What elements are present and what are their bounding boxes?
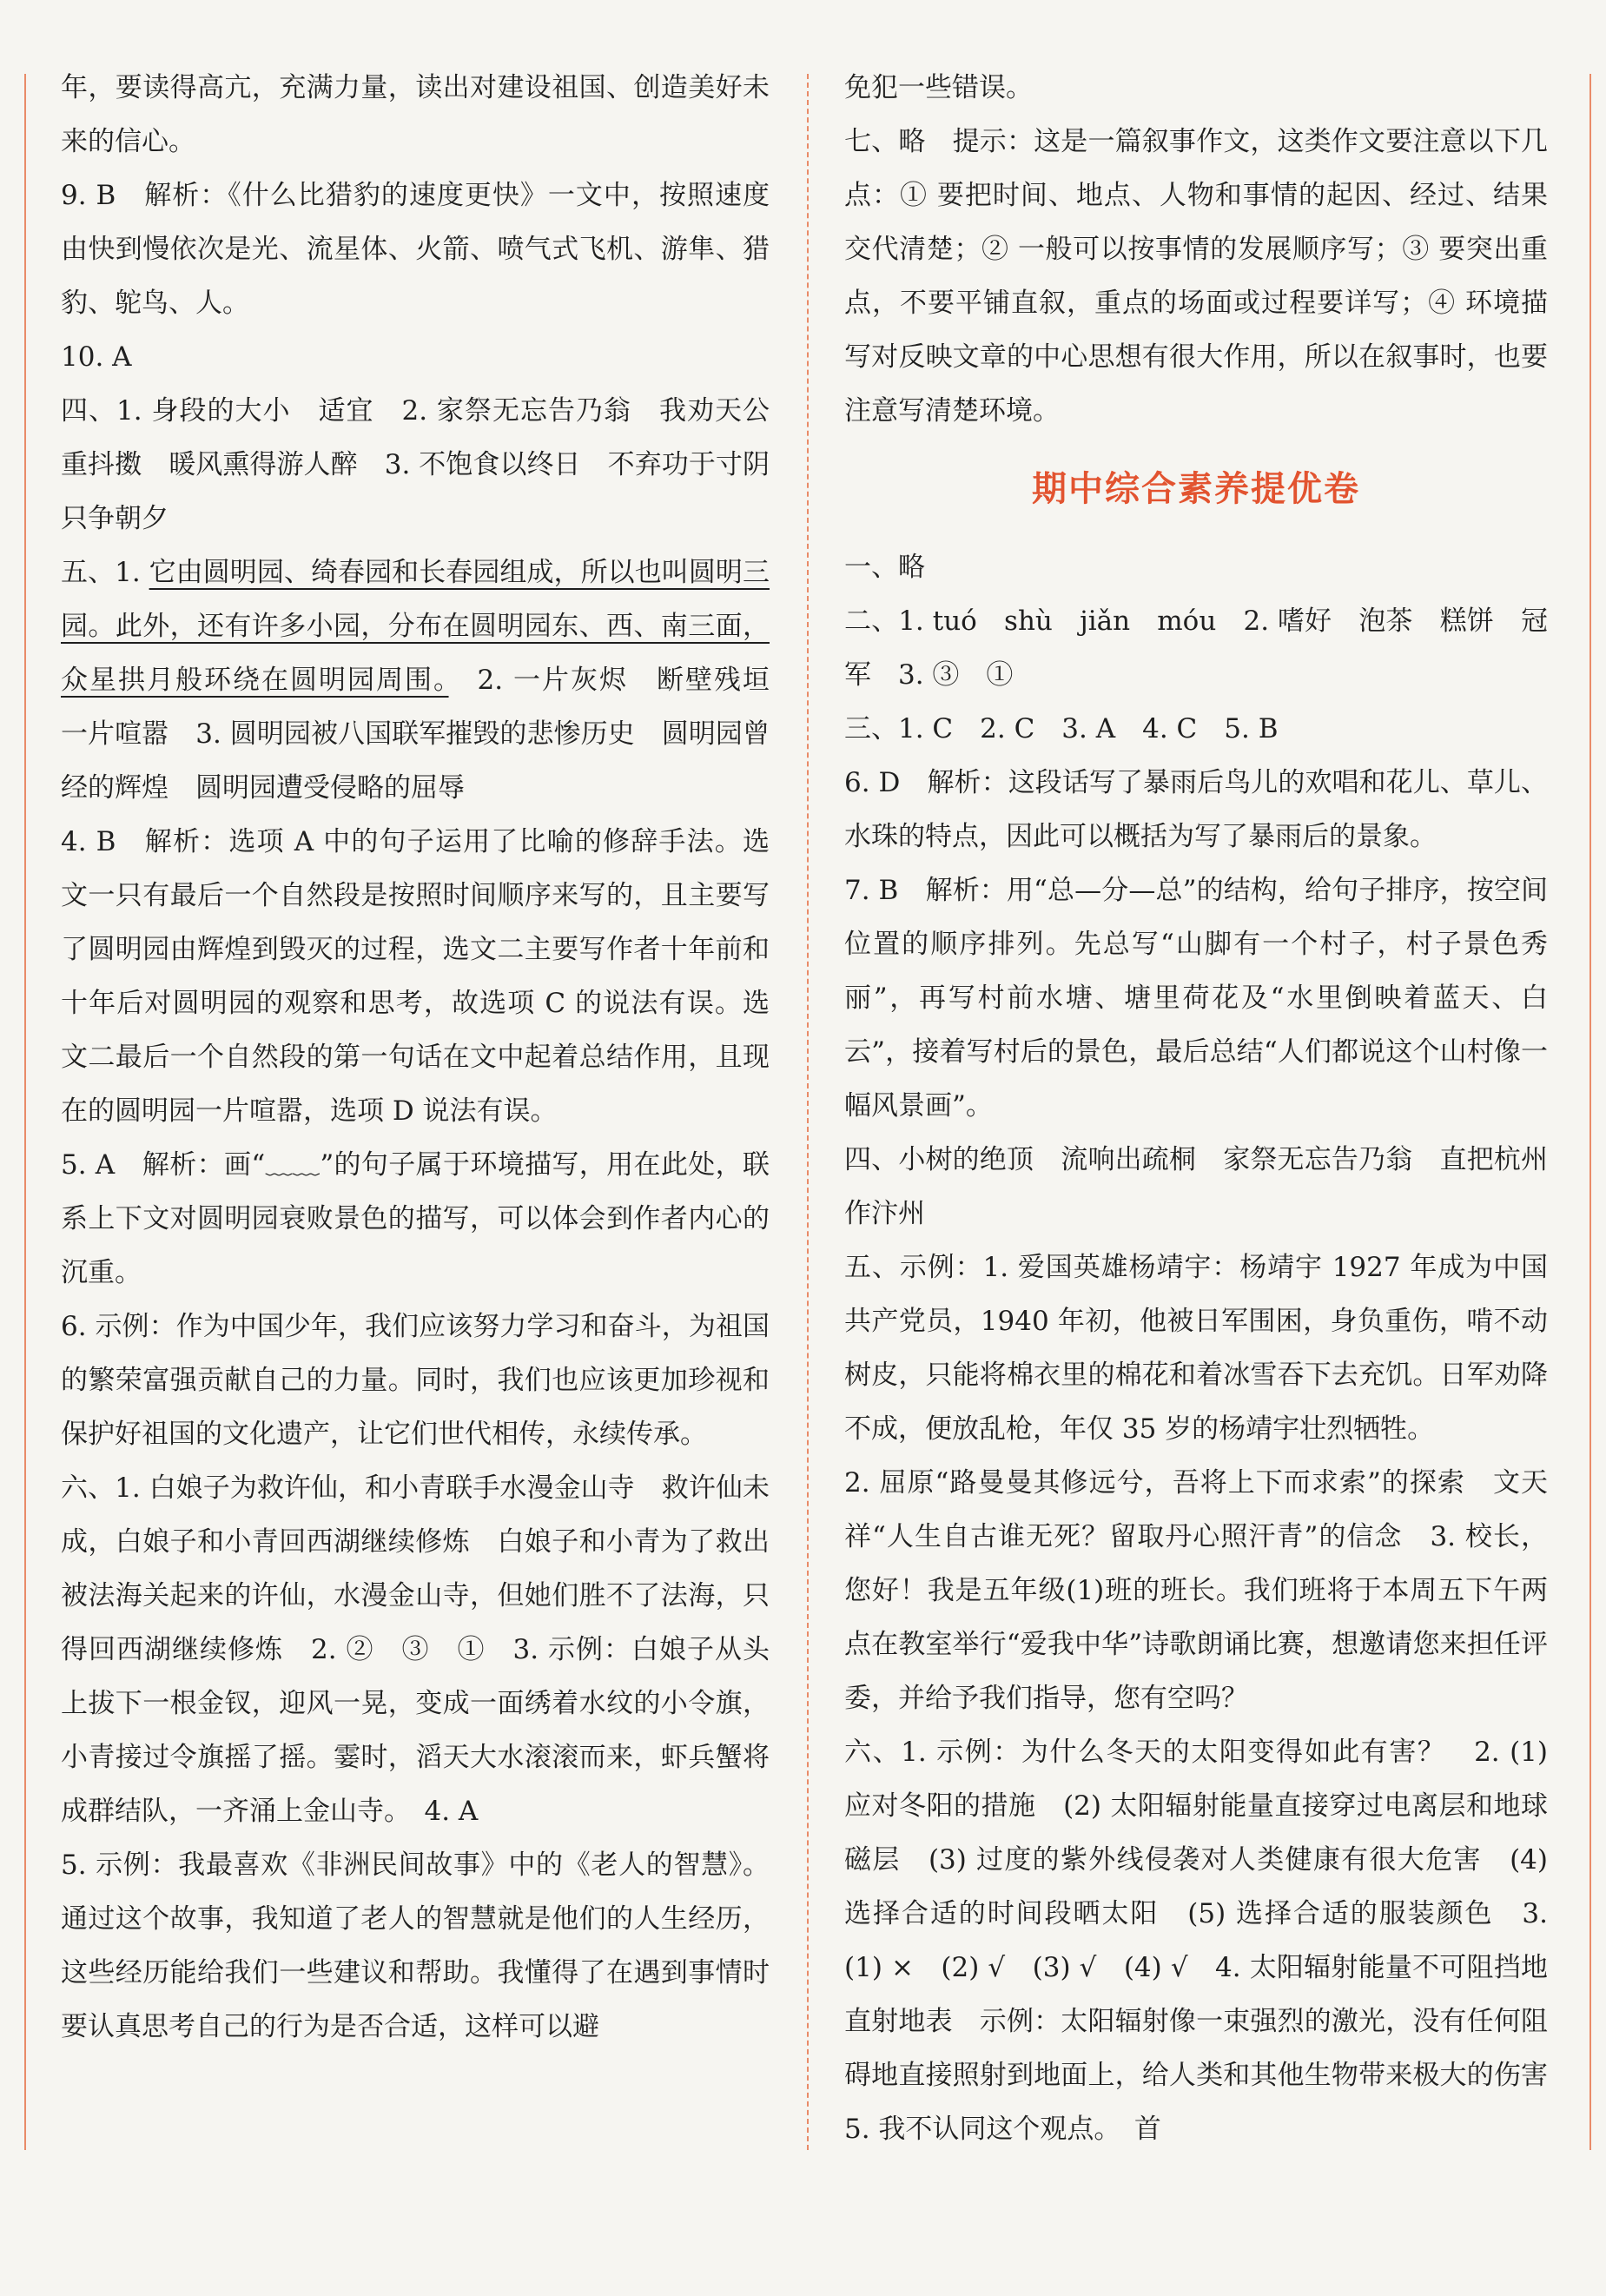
section-5-rest: 2. 一片灰烬 断壁残垣 一片喧嚣 3. 圆明园被八国联军摧毁的悲惨历史 圆明园曾经的辉煌 圆明园遭受侵略的屈辱	[61, 665, 797, 804]
midterm-section-5-2: 2. 屈原“路曼曼其修远兮，吾将上下而求索”的探索 文天祥“人生自古谁无死？留取丹心照汗青”的信念 3. 校长，您好！我是五年级(1)班的班长。我们班将于本周五下午两点在教室举行“爱我中华”诗歌朗诵比赛，想邀请您来担任评委，并给予我们指导，您有空吗？	[844, 1467, 1548, 1714]
answer-10: 10. A	[61, 341, 132, 373]
midterm-answer-7: 7. B 解析：用“总—分—总”的结构，给句子排序，按空间位置的顺序排列。先总写“山脚有一个村子，村子景色秀丽”，再写村前水塘、塘里荷花及“水里倒映着蓝天、白云”，接着写村后的景色，最后总结“人们都说这个山村像一幅风景画”。	[844, 875, 1548, 1122]
answer-9: 9. B 解析：《什么比猎豹的速度更快》一文中，按照速度由快到慢依次是光、流星体、火箭、喷气式飞机、游隼、猎豹、鸵鸟、人。	[61, 180, 770, 319]
left-column	[61, 61, 797, 2054]
answer-5-5: 5. A 解析：画“﹏﹏”的句子属于环境描写，用在此处，联系上下文对圆明园衰败景色的描写，可以体会到作者内心的沉重。	[61, 1149, 770, 1288]
left-margin-rule	[24, 74, 26, 2150]
midterm-answer-6: 6. D 解析：这段话写了暴雨后鸟儿的欢唱和花儿、草儿、水珠的特点，因此可以概括为写了暴雨后的景象。	[844, 767, 1548, 852]
answer-continuation: 免犯一些错误。	[844, 72, 1033, 103]
midterm-section-1: 一、略	[844, 552, 925, 583]
midterm-section-4: 四、小树的绝顶 流响出疏桐 家祭无忘告乃翁 直把杭州作汴州	[844, 1144, 1548, 1229]
underlined-answer: 它由圆明园、绮春园和长春园组成，所以也叫圆明三园。此外，还有许多小园，分布在圆明园东、西、南三面，众星拱月般环绕在圆明园周围。	[61, 557, 770, 696]
midterm-section-3: 三、1. C 2. C 3. A 4. C 5. B	[844, 713, 1279, 744]
right-column	[844, 61, 1575, 2156]
answer-continuation: 年，要读得高亢，充满力量，读出对建设祖国、创造美好未来的信心。	[61, 72, 770, 157]
column-divider	[807, 74, 809, 2150]
midterm-section-2: 二、1. tuó shù jiǎn móu 2. 嗜好 泡茶 糕饼 冠军 3. ③ ①	[844, 605, 1548, 691]
right-margin-rule	[1589, 74, 1591, 2150]
answer-5-4: 4. B 解析：选项 A 中的句子运用了比喻的修辞手法。选文一只有最后一个自然段是按照时间顺序来写的，且主要写了圆明园由辉煌到毁灭的过程，选文二主要写作者十年前和十年后对圆明园的观察和思考，故选项 C 的说法有误。选文二最后一个自然段的第一句话在文中起着总结作用，且现在的圆明园一片喧嚣，选项 D 说法有误。	[61, 826, 770, 1127]
section-title: 期中综合素养提优卷	[1032, 468, 1360, 509]
section-5-label: 五、1.	[61, 557, 149, 588]
section-5-answers	[61, 546, 797, 815]
section-6-answers: 六、1. 白娘子为救许仙，和小青联手水漫金山寺 救许仙未成，白娘子和小青回西湖继续修炼 白娘子和小青为了救出被法海关起来的许仙，水漫金山寺，但她们胜不了法海，只得回西湖继续修炼 2. ② ③ ① 3. 示例：白娘子从头上拔下一根金钗，迎风一晃，变成一面绣着水纹的小令旗，小青接过令旗摇了摇。霎时，滔天大水滚滚而来，虾兵蟹将成群结队，一齐涌上金山寺。 4. A	[61, 1472, 770, 1827]
midterm-section-6: 六、1. 示例：为什么冬天的太阳变得如此有害？ 2. (1) 应对冬阳的措施 (2) 太阳辐射能量直接穿过电离层和地球磁层 (3) 过度的紫外线侵袭对人类健康有很大危害 (4) 选择合适的时间段晒太阳 (5) 选择合适的服装颜色 3. (1) × (2) √ (3) √ (4) √ 4. 太阳辐射能量不可阻挡地直射地表 示例：太阳辐射像一束强烈的激光，没有任何阻碍地直接照射到地面上，给人类和其他生物带来极大的伤害 5. 我不认同这个观点。 首	[844, 1737, 1575, 2145]
section-4-answers: 四、1. 身段的大小 适宜 2. 家祭无忘告乃翁 我劝天公重抖擞 暖风熏得游人醉 3. 不饱食以终日 不弃功于寸阴 只争朝夕	[61, 395, 796, 534]
answer-5-6: 6. 示例：作为中国少年，我们应该努力学习和奋斗，为祖国的繁荣富强贡献自己的力量。同时，我们也应该更加珍视和保护好祖国的文化遗产，让它们世代相传，永续传承。	[61, 1311, 770, 1450]
answer-6-5: 5. 示例：我最喜欢《非洲民间故事》中的《老人的智慧》。通过这个故事，我知道了老人的智慧就是他们的人生经历，这些经历能给我们一些建议和帮助。我懂得了在遇到事情时要认真思考自己的行为是否合适，这样可以避	[61, 1849, 770, 2042]
section-7-answer: 七、略 提示：这是一篇叙事作文，这类作文要注意以下几点：① 要把时间、地点、人物和事情的起因、经过、结果交代清楚；② 一般可以按事情的发展顺序写；③ 要突出重点，不要平铺直叙，重点的场面或过程要详写；④ 环境描写对反映文章的中心思想有很大作用，所以在叙事时，也要注意写清楚环境。	[844, 126, 1548, 427]
midterm-section-5-1: 五、示例：1. 爱国英雄杨靖宇：杨靖宇 1927 年成为中国共产党员，1940 年初，他被日军围困，身负重伤，啃不动树皮，只能将棉衣里的棉花和着冰雪吞下去充饥。日军劝降不成，便放乱枪，年仅 35 岁的杨靖宇壮烈牺牲。	[844, 1252, 1548, 1445]
